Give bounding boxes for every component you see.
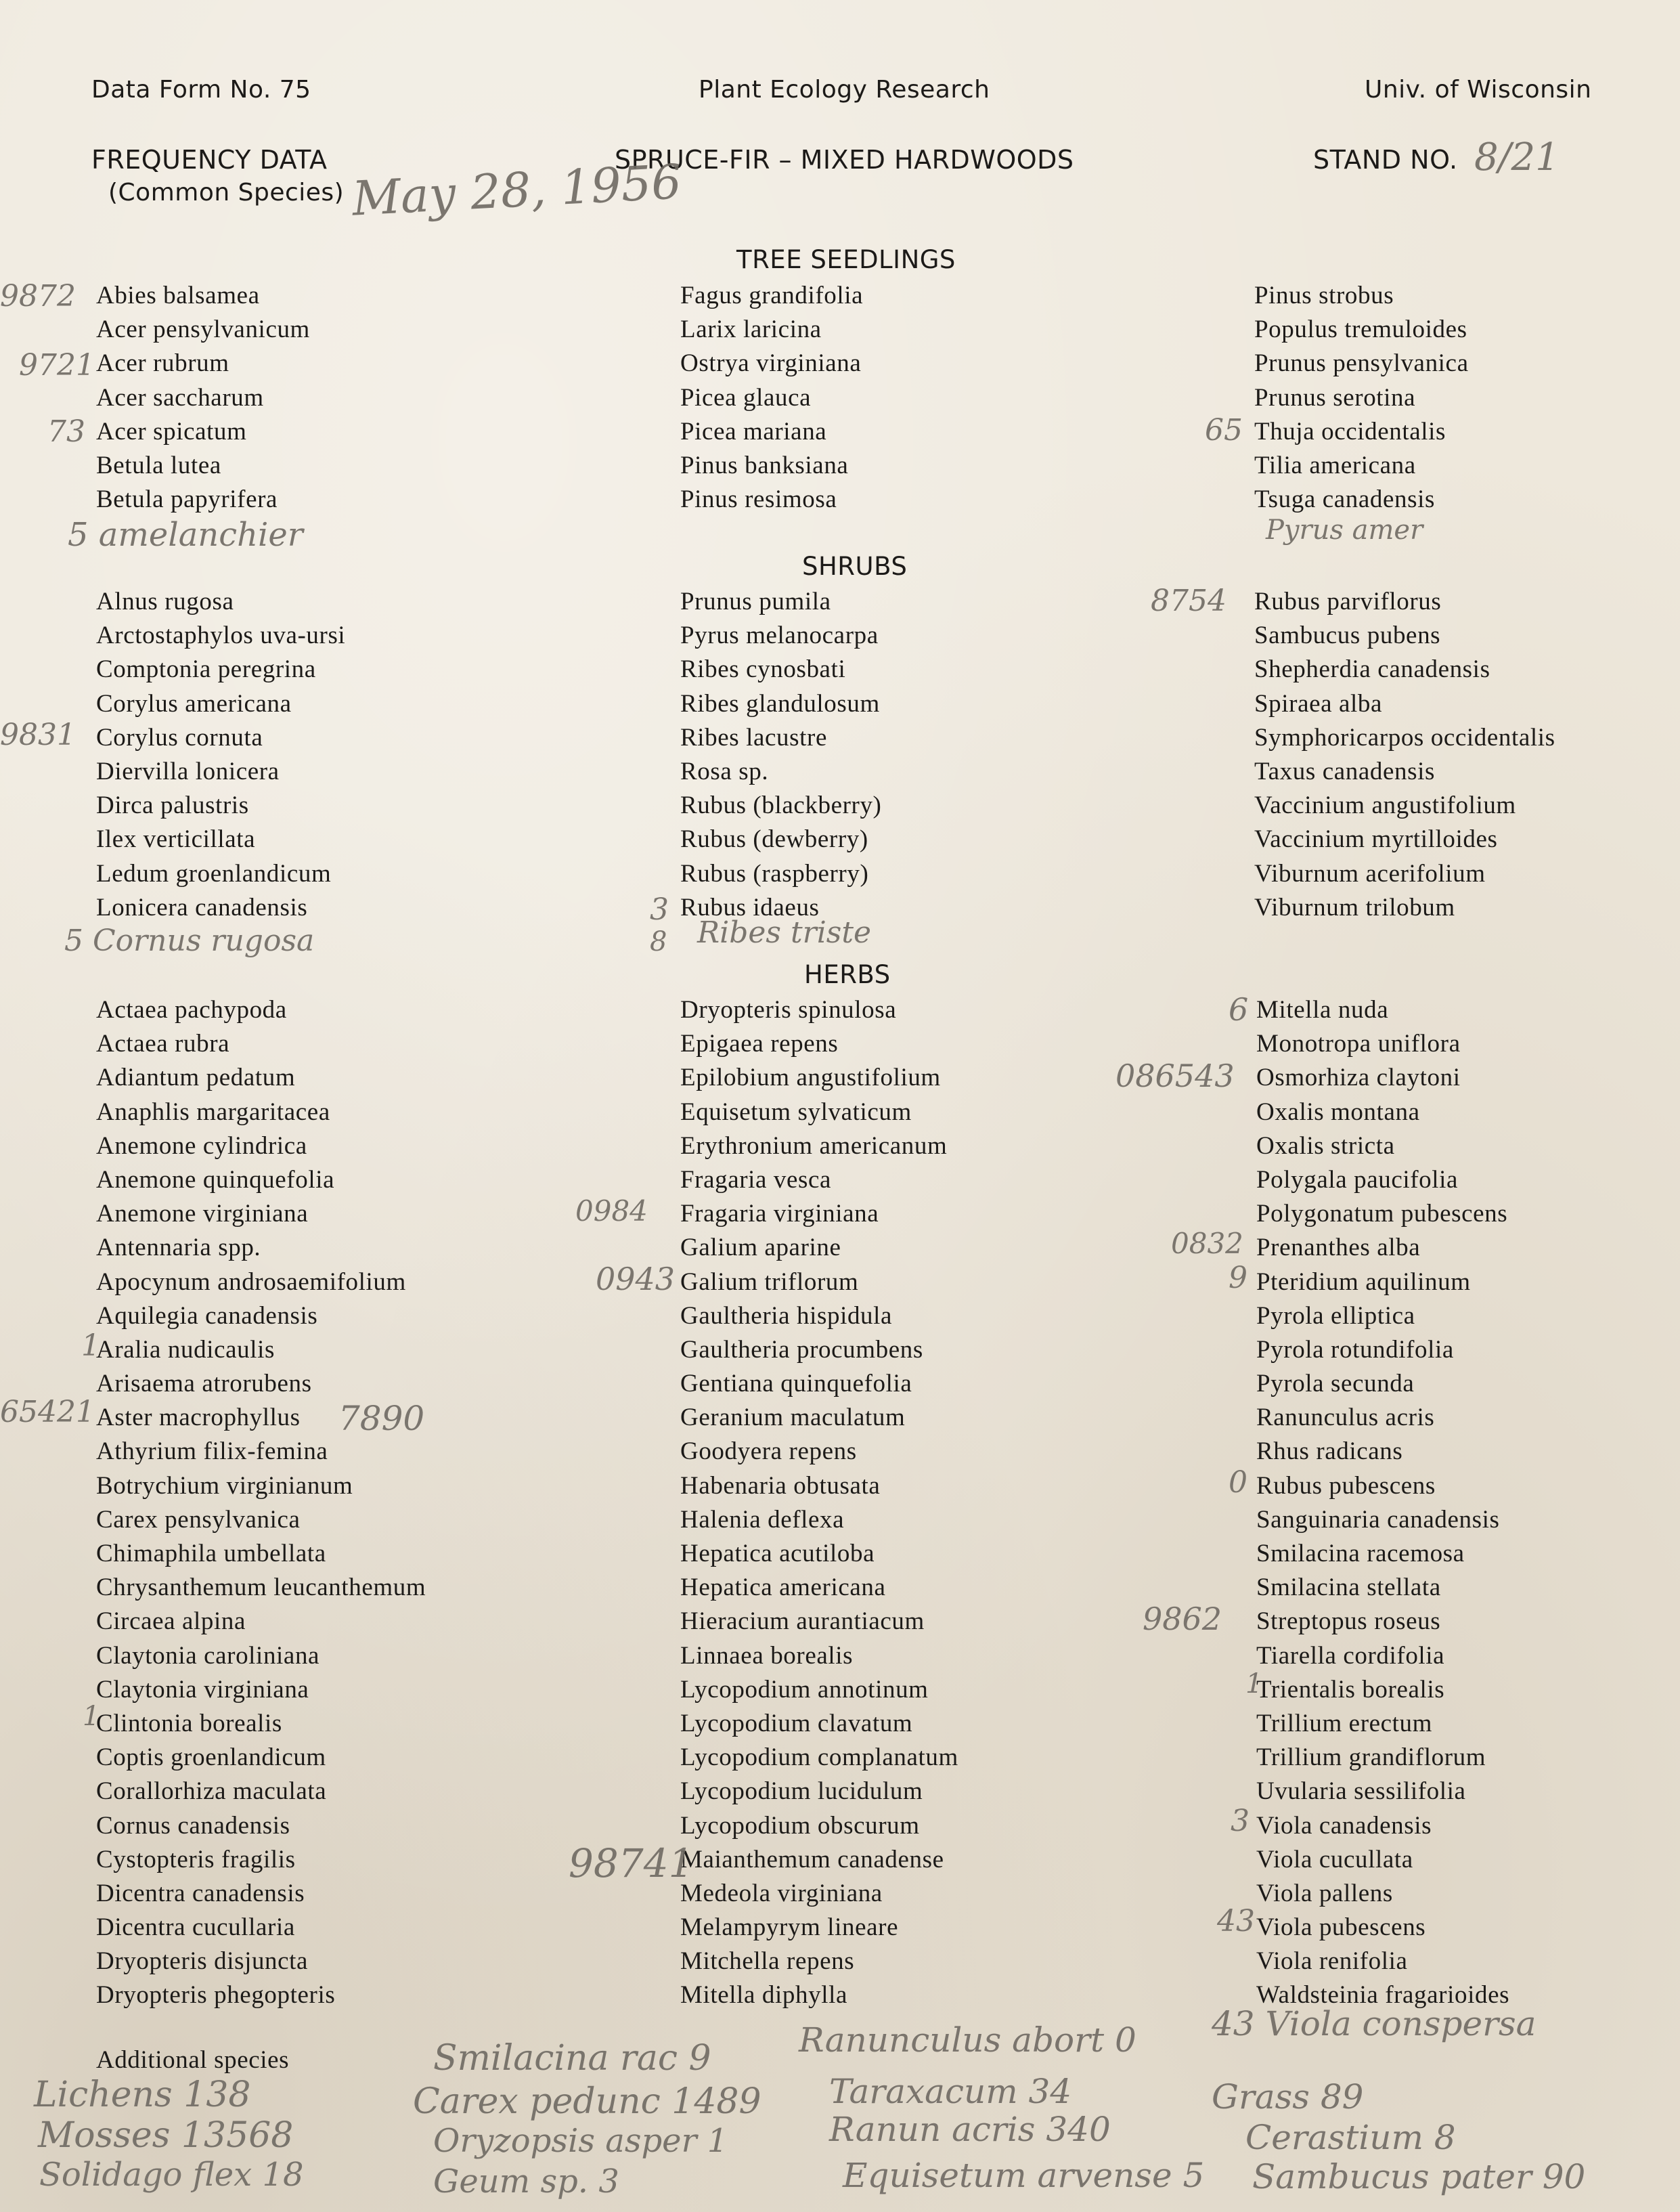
species-entry: Tsuga canadensis — [1254, 485, 1435, 514]
species-entry: Fragaria vesca — [680, 1165, 832, 1194]
note-corylus-cornuta: 9831 — [0, 718, 76, 752]
tree-seedlings-heading: TREE SEEDLINGS — [736, 245, 956, 274]
note-fragaria-virginiana: 0984 — [575, 1194, 648, 1228]
species-entry: Comptonia peregrina — [96, 655, 316, 684]
species-entry: Ostrya virginiana — [680, 349, 862, 378]
species-entry: Dirca palustris — [96, 791, 249, 820]
species-entry: Lycopodium obscurum — [680, 1811, 920, 1840]
species-entry: Ilex verticillata — [96, 825, 256, 854]
note-ribes-triste: Ribes triste — [697, 915, 872, 950]
species-entry: Waldsteinia fragarioides — [1256, 1981, 1510, 2010]
species-entry: Ranunculus acris — [1256, 1404, 1435, 1432]
forest-type-title: SPRUCE-FIR – MIXED HARDWOODS — [615, 145, 1074, 175]
shrubs-col-1 — [96, 585, 345, 925]
species-entry: Streptopus roseus — [1256, 1607, 1441, 1636]
species-entry: Lonicera canadensis — [96, 893, 308, 921]
species-entry: Pyrola secunda — [1256, 1370, 1415, 1398]
note-carex: Carex pedunc 1489 — [413, 2081, 761, 2122]
species-entry: Goodyera repens — [680, 1437, 857, 1466]
note-equisetum: Equisetum arvense 5 — [843, 2156, 1205, 2195]
species-entry: Gaultheria procumbens — [680, 1335, 923, 1364]
species-entry: Clintonia borealis — [96, 1709, 282, 1737]
species-entry: Tiarella cordifolia — [1256, 1641, 1445, 1670]
stand-number-label: STAND NO. — [1313, 145, 1458, 175]
species-entry: Equisetum sylvaticum — [680, 1098, 912, 1126]
species-entry: Lycopodium annotinum — [680, 1675, 929, 1704]
species-entry: Polygala paucifolia — [1256, 1165, 1459, 1194]
frequency-data-title: FREQUENCY DATA — [91, 145, 328, 175]
note-geum: Geum sp. 3 — [433, 2163, 619, 2200]
species-entry: Picea glauca — [680, 383, 812, 412]
species-entry: Dicentra canadensis — [96, 1879, 305, 1907]
species-entry: Halenia deflexa — [680, 1505, 845, 1534]
note-pteridium: 9 — [1229, 1261, 1247, 1295]
note-acer-rubrum: 9721 — [19, 348, 95, 383]
species-entry: Shepherdia canadensis — [1254, 655, 1490, 684]
note-ranunculus-abortivus: Ranunculus abort 0 — [799, 2020, 1136, 2060]
herbs-col-1 — [96, 993, 426, 2013]
shrubs-col-3 — [1254, 585, 1555, 925]
species-entry: Monotropa uniflora — [1256, 1030, 1461, 1058]
note-aralia: 1 — [81, 1328, 100, 1363]
species-entry: Anemone cylindrica — [96, 1131, 307, 1160]
tree-seedlings-col-3 — [1254, 279, 1469, 517]
species-entry: Osmorhiza claytoni — [1256, 1064, 1461, 1092]
species-entry: Epigaea repens — [680, 1030, 839, 1058]
species-entry: Antennaria spp. — [96, 1234, 261, 1262]
species-entry: Corylus americana — [96, 689, 292, 718]
species-entry: Alnus rugosa — [96, 588, 234, 615]
note-oryzopsis: Oryzopsis asper 1 — [433, 2122, 728, 2160]
species-entry: Prenanthes alba — [1256, 1234, 1421, 1262]
species-entry: Tilia americana — [1254, 451, 1416, 479]
note-sambucus: Sambucus pater 90 — [1252, 2157, 1586, 2196]
species-entry: Symphoricarpos occidentalis — [1254, 723, 1555, 752]
species-entry: Rubus parviflorus — [1254, 588, 1442, 615]
note-solidago: Solidago flex 18 — [39, 2156, 304, 2194]
species-entry: Erythronium americanum — [680, 1131, 948, 1160]
species-entry: Ribes cynosbati — [680, 655, 846, 684]
species-entry: Dicentra cucullaria — [96, 1913, 295, 1942]
species-entry: Viola canadensis — [1256, 1811, 1432, 1840]
species-entry: Dryopteris phegopteris — [96, 1981, 336, 2010]
species-entry: Smilacina racemosa — [1256, 1540, 1465, 1567]
species-entry: Hepatica acutiloba — [680, 1540, 875, 1567]
note-viola-canadensis: 3 — [1231, 1804, 1250, 1838]
herbs-col-3 — [1256, 993, 1509, 2013]
species-entry: Chimaphila umbellata — [96, 1540, 326, 1567]
species-entry: Galium aparine — [680, 1234, 841, 1262]
species-entry: Melampyrym lineare — [680, 1913, 899, 1942]
species-entry: Thuja occidentalis — [1254, 417, 1446, 446]
species-entry: Abies balsamea — [96, 282, 260, 309]
species-entry: Mitchella repens — [680, 1947, 855, 1976]
species-entry: Mitella diphylla — [680, 1981, 847, 2010]
species-entry: Aquilegia canadensis — [96, 1301, 318, 1330]
species-entry: Oxalis montana — [1256, 1098, 1420, 1126]
species-entry: Arisaema atrorubens — [96, 1370, 312, 1398]
herbs-heading: HERBS — [804, 960, 891, 989]
species-entry: Rosa sp. — [680, 757, 769, 785]
species-entry: Pinus strobus — [1254, 282, 1394, 309]
note-rubus-parviflorus: 8754 — [1151, 584, 1226, 618]
species-entry: Betula papyrifera — [96, 485, 278, 514]
species-entry: Epilobium angustifolium — [680, 1064, 941, 1092]
species-entry: Gentiana quinquefolia — [680, 1370, 912, 1398]
note-prenanthes: 0832 — [1171, 1227, 1243, 1260]
species-entry: Linnaea borealis — [680, 1641, 854, 1670]
species-entry: Prunus pumila — [680, 588, 831, 615]
note-mitella-nuda: 6 — [1229, 991, 1249, 1028]
note-trientalis: 1 — [1245, 1668, 1263, 1699]
note-viola-conspersa: 43 Viola conspersa — [1212, 2004, 1537, 2043]
species-entry: Gaultheria hispidula — [680, 1301, 893, 1330]
species-entry: Arctostaphylos uva-ursi — [96, 622, 346, 650]
note-galium-triflorum: 0943 — [596, 1261, 676, 1297]
species-entry: Rubus (blackberry) — [680, 791, 882, 820]
species-entry: Acer saccharum — [96, 383, 264, 412]
note-cornus-rugosa: 5 Cornus rugosa — [64, 924, 315, 958]
species-entry: Galium triflorum — [680, 1267, 859, 1296]
species-entry: Lycopodium clavatum — [680, 1709, 913, 1737]
species-entry: Fagus grandifolia — [680, 282, 864, 309]
note-maianthemum: 98741 — [569, 1840, 694, 1886]
note-smilacina: Smilacina rac 9 — [433, 2038, 711, 2079]
species-entry: Anaphlis margaritacea — [96, 1098, 330, 1126]
species-entry: Viola pubescens — [1256, 1913, 1426, 1942]
species-entry: Habenaria obtusata — [680, 1471, 881, 1500]
species-entry: Aster macrophyllus — [96, 1404, 301, 1432]
species-entry: Ledum groenlandicum — [96, 859, 332, 888]
species-entry: Trillium grandiflorum — [1256, 1743, 1486, 1772]
species-entry: Pyrus melanocarpa — [680, 622, 879, 650]
species-entry: Trientalis borealis — [1256, 1675, 1445, 1704]
note-taraxacum: Taraxacum 34 — [829, 2072, 1072, 2111]
species-entry: Dryopteris spinulosa — [680, 996, 897, 1024]
species-entry: Coptis groenlandicum — [96, 1743, 326, 1772]
species-entry: Viburnum trilobum — [1254, 893, 1455, 921]
species-entry: Pinus resimosa — [680, 485, 837, 514]
species-entry: Sambucus pubens — [1254, 622, 1441, 650]
species-entry: Smilacina stellata — [1256, 1574, 1441, 1602]
form-number: Data Form No. 75 — [91, 76, 311, 104]
species-entry: Ribes glandulosum — [680, 689, 880, 718]
species-entry: Betula lutea — [96, 451, 221, 479]
additional-species-label: Additional species — [96, 2046, 290, 2074]
note-cerastium: Cerastium 8 — [1245, 2118, 1456, 2157]
species-entry: Maianthemum canadense — [680, 1845, 944, 1873]
species-entry: Claytonia virginiana — [96, 1675, 309, 1704]
note-ranunculus-acris: Ranun acris 340 — [829, 2110, 1111, 2149]
tree-seedlings-col-1 — [96, 279, 310, 517]
herbs-col-2 — [680, 993, 958, 2013]
note-pyrus-americana: Pyrus amer — [1266, 515, 1423, 546]
species-entry: Apocynum androsaemifolium — [96, 1267, 406, 1296]
species-entry: Corylus cornuta — [96, 723, 263, 752]
species-entry: Dryopteris disjuncta — [96, 1947, 309, 1976]
species-entry: Picea mariana — [680, 417, 827, 446]
species-entry: Acer spicatum — [96, 417, 247, 446]
note-thuja: 65 — [1205, 413, 1243, 448]
species-entry: Actaea rubra — [96, 1030, 230, 1058]
species-entry: Aralia nudicaulis — [96, 1335, 275, 1364]
species-entry: Claytonia caroliniana — [96, 1641, 320, 1670]
species-entry: Medeola virginiana — [680, 1879, 883, 1907]
species-entry: Pyrola rotundifolia — [1256, 1335, 1454, 1364]
species-entry: Actaea pachypoda — [96, 996, 287, 1024]
species-entry: Lycopodium lucidulum — [680, 1777, 923, 1806]
species-entry: Anemone quinquefolia — [96, 1165, 335, 1194]
note-rubus-pubescens: 0 — [1229, 1465, 1247, 1500]
species-entry: Viola cucullata — [1256, 1845, 1413, 1873]
stand-number-value: 8/21 — [1474, 135, 1560, 179]
note-abies: 9872 — [0, 279, 76, 313]
species-entry: Spiraea alba — [1254, 689, 1383, 718]
note-osmorhiza: 086543 — [1115, 1058, 1235, 1094]
species-entry: Anemone virginiana — [96, 1200, 309, 1228]
note-viola-pubescens: 43 — [1217, 1904, 1255, 1938]
species-entry: Rubus pubescens — [1256, 1471, 1436, 1500]
species-entry: Viola pallens — [1256, 1879, 1393, 1907]
species-entry: Rubus idaeus — [680, 893, 820, 921]
note-rubus-idaeus: 3 — [650, 892, 669, 927]
shrubs-heading: SHRUBS — [802, 552, 908, 581]
species-entry: Diervilla lonicera — [96, 757, 280, 785]
species-entry: Chrysanthemum leucanthemum — [96, 1574, 426, 1602]
note-lichens: Lichens 138 — [34, 2075, 251, 2115]
species-entry: Populus tremuloides — [1254, 316, 1467, 344]
species-entry: Prunus serotina — [1254, 383, 1416, 412]
note-ribes-triste-number: 8 — [650, 926, 667, 957]
note-grass: Grass 89 — [1212, 2077, 1364, 2117]
species-entry: Prunus pensylvanica — [1254, 349, 1469, 378]
species-entry: Cornus canadensis — [96, 1811, 290, 1840]
species-entry: Carex pensylvanica — [96, 1505, 301, 1534]
shrubs-col-2 — [680, 585, 881, 925]
species-entry: Fragaria virginiana — [680, 1200, 879, 1228]
note-aster-right: 7890 — [338, 1399, 425, 1438]
species-entry: Vaccinium myrtilloides — [1254, 825, 1498, 854]
university-name: Univ. of Wisconsin — [1365, 76, 1592, 104]
species-entry: Mitella nuda — [1256, 996, 1389, 1024]
species-entry: Oxalis stricta — [1256, 1131, 1395, 1160]
species-entry: Rhus radicans — [1256, 1437, 1403, 1466]
handwritten-date: May 28, 1956 — [351, 154, 683, 227]
species-entry: Pyrola elliptica — [1256, 1301, 1415, 1330]
species-entry: Vaccinium angustifolium — [1254, 791, 1516, 820]
note-amelanchier: 5 amelanchier — [68, 516, 303, 554]
species-entry: Acer pensylvanicum — [96, 316, 310, 344]
species-entry: Hieracium aurantiacum — [680, 1607, 925, 1636]
note-acer-spicatum: 73 — [47, 414, 85, 449]
species-entry: Cystopteris fragilis — [96, 1845, 296, 1873]
note-aster-left: 65421 — [0, 1395, 95, 1429]
species-entry: Taxus canadensis — [1254, 757, 1435, 785]
species-entry: Corallorhiza maculata — [96, 1777, 327, 1806]
species-entry: Sanguinaria canadensis — [1256, 1505, 1500, 1534]
species-entry: Polygonatum pubescens — [1256, 1200, 1508, 1228]
species-entry: Circaea alpina — [96, 1607, 246, 1636]
note-mosses: Mosses 13568 — [38, 2115, 294, 2156]
note-clintonia: 1 — [83, 1701, 100, 1732]
species-entry: Larix laricina — [680, 316, 822, 344]
tree-seedlings-col-2 — [680, 279, 863, 517]
species-entry: Hepatica americana — [680, 1574, 886, 1602]
species-entry: Botrychium virginianum — [96, 1471, 353, 1500]
common-species-subtitle: (Common Species) — [108, 179, 345, 207]
research-title: Plant Ecology Research — [699, 76, 990, 104]
species-entry: Adiantum pedatum — [96, 1064, 296, 1092]
species-entry: Geranium maculatum — [680, 1404, 906, 1432]
species-entry: Viola renifolia — [1256, 1947, 1408, 1976]
species-entry: Trillium erectum — [1256, 1709, 1433, 1737]
species-entry: Pinus banksiana — [680, 451, 849, 479]
note-streptopus: 9862 — [1143, 1601, 1222, 1637]
species-entry: Acer rubrum — [96, 349, 229, 378]
species-entry: Viburnum acerifolium — [1254, 859, 1486, 888]
species-entry: Ribes lacustre — [680, 723, 827, 752]
species-entry: Lycopodium complanatum — [680, 1743, 958, 1772]
species-entry: Rubus (dewberry) — [680, 825, 868, 854]
species-entry: Uvularia sessilifolia — [1256, 1777, 1466, 1806]
species-entry: Athyrium filix-femina — [96, 1437, 328, 1466]
species-entry: Pteridium aquilinum — [1256, 1267, 1471, 1296]
species-entry: Rubus (raspberry) — [680, 859, 869, 888]
